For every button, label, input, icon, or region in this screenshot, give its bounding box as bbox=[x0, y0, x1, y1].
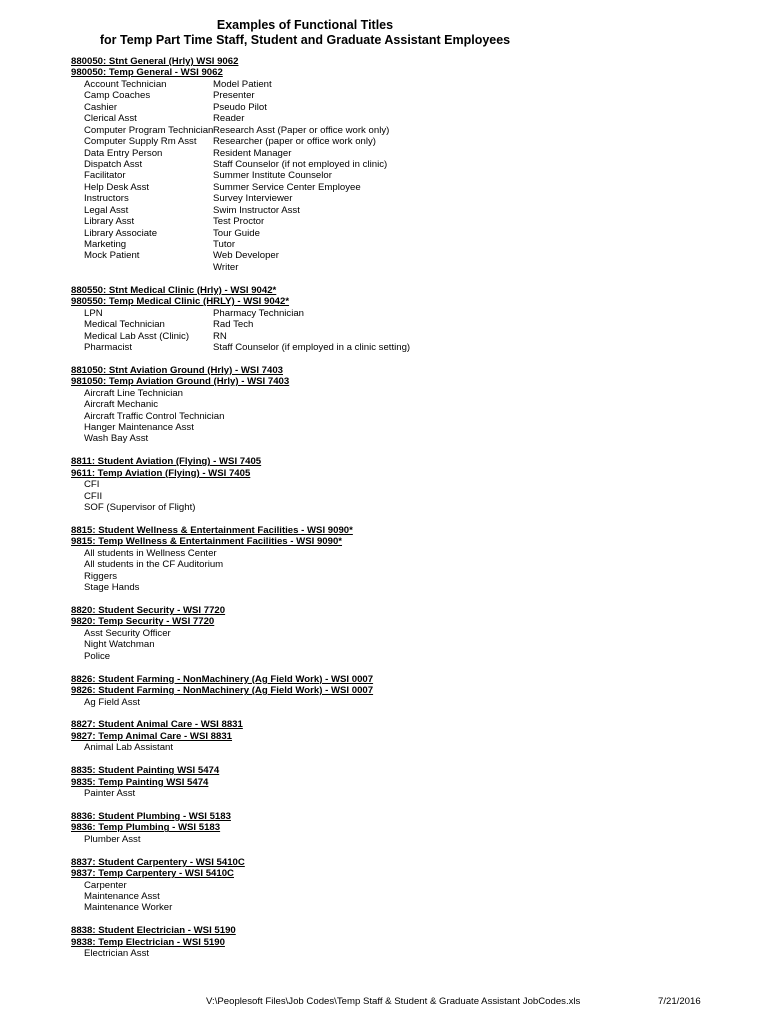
job-code-header: 8838: Student Electrician - WSI 5190 bbox=[71, 925, 236, 937]
job-code-header: 8811: Student Aviation (Flying) - WSI 7405 bbox=[71, 456, 262, 468]
job-code-section bbox=[71, 811, 711, 845]
functional-title: RN bbox=[213, 330, 227, 342]
job-code-header: 9611: Temp Aviation (Flying) - WSI 7405 bbox=[71, 467, 251, 479]
job-code-section bbox=[71, 525, 711, 594]
functional-title: Police bbox=[84, 650, 111, 662]
title-list bbox=[71, 697, 711, 708]
job-code-header: 9838: Temp Electrician - WSI 5190 bbox=[71, 936, 225, 948]
functional-title: Resident Manager bbox=[213, 147, 292, 159]
functional-title: Computer Supply Rm Asst bbox=[84, 136, 197, 148]
title-list bbox=[71, 880, 711, 914]
title-list bbox=[71, 628, 711, 662]
title-list bbox=[71, 948, 711, 959]
job-code-header: 8815: Student Wellness & Entertainment Facilities - WSI 9090* bbox=[71, 524, 353, 536]
page-title: Examples of Functional Titles bbox=[216, 18, 394, 32]
job-code-header: 8826: Student Farming - NonMachinery (Ag Field Work) - WSI 0007 bbox=[71, 673, 374, 685]
functional-title: Electrician Asst bbox=[84, 948, 150, 960]
functional-title: Reader bbox=[213, 113, 245, 125]
job-code-header: 8827: Student Animal Care - WSI 8831 bbox=[71, 719, 243, 731]
job-code-section bbox=[71, 456, 711, 513]
functional-title: Wash Bay Asst bbox=[84, 433, 149, 445]
functional-title: Medical Technician bbox=[84, 319, 165, 331]
functional-title: Research Asst (Paper or office work only) bbox=[213, 124, 390, 136]
title-columns bbox=[71, 79, 711, 273]
functional-title: Facilitator bbox=[84, 170, 126, 182]
job-code-header: 881050: Stnt Aviation Ground (Hrly) - WSI 7403 bbox=[71, 364, 283, 376]
functional-title: Clerical Asst bbox=[84, 113, 137, 125]
job-code-header: 9827: Temp Animal Care - WSI 8831 bbox=[71, 730, 233, 742]
functional-title: Staff Counselor (if not employed in clinic) bbox=[213, 158, 388, 170]
functional-title: Stage Hands bbox=[84, 582, 140, 594]
job-code-header: 980550: Temp Medical Clinic (HRLY) - WSI 9042* bbox=[71, 296, 290, 308]
title-column bbox=[84, 79, 213, 273]
functional-title: Survey Interviewer bbox=[213, 193, 293, 205]
page-subtitle: for Temp Part Time Staff, Student and Graduate Assistant Employees bbox=[99, 33, 511, 47]
functional-title: Dispatch Asst bbox=[84, 158, 143, 170]
job-code-header: 9835: Temp Painting WSI 5474 bbox=[71, 776, 209, 788]
functional-title: Computer Program Technician bbox=[84, 124, 214, 136]
functional-title: Plumber Asst bbox=[84, 833, 141, 845]
job-code-section bbox=[71, 857, 711, 914]
job-code-section bbox=[71, 365, 711, 445]
functional-title: Rad Tech bbox=[213, 319, 254, 331]
functional-title: CFI bbox=[84, 479, 100, 491]
title-column bbox=[213, 308, 513, 354]
functional-title: Night Watchman bbox=[84, 639, 155, 651]
functional-title: Data Entry Person bbox=[84, 147, 163, 159]
functional-title: Summer Service Center Employee bbox=[213, 181, 361, 193]
functional-title: Library Asst bbox=[84, 216, 135, 228]
functional-title: Pharmacy Technician bbox=[213, 307, 305, 319]
job-code-sections bbox=[71, 56, 711, 971]
functional-title: Model Patient bbox=[213, 78, 272, 90]
job-code-section bbox=[71, 285, 711, 354]
title-list bbox=[71, 742, 711, 753]
functional-title: Summer Institute Counselor bbox=[213, 170, 332, 182]
functional-title: Tutor bbox=[213, 239, 236, 250]
functional-title: Test Proctor bbox=[213, 216, 265, 228]
job-code-section bbox=[71, 674, 711, 708]
job-code-header: 980050: Temp General - WSI 9062 bbox=[71, 67, 223, 79]
title-list bbox=[71, 788, 711, 799]
job-code-header: 8820: Student Security - WSI 7720 bbox=[71, 605, 226, 616]
title-list bbox=[71, 479, 711, 513]
job-code-header: 880550: Stnt Medical Clinic (Hrly) - WSI 9042* bbox=[71, 284, 277, 296]
job-code-header: 8835: Student Painting WSI 5474 bbox=[71, 765, 220, 777]
functional-title: SOF (Supervisor of Flight) bbox=[84, 502, 196, 514]
job-code-header: 880050: Stnt General (Hrly) WSI 9062 bbox=[71, 56, 239, 67]
functional-title: Maintenance Worker bbox=[84, 902, 173, 914]
functional-title: Aircraft Traffic Control Technician bbox=[84, 410, 225, 422]
functional-title: Riggers bbox=[84, 570, 118, 582]
functional-title: Aircraft Line Technician bbox=[84, 387, 184, 399]
job-code-header: 9820: Temp Security - WSI 7720 bbox=[71, 616, 215, 628]
job-code-header: 9815: Temp Wellness & Entertainment Facilities - WSI 9090* bbox=[71, 536, 343, 548]
job-code-header: 9826: Student Farming - NonMachinery (Ag Field Work) - WSI 0007 bbox=[71, 685, 374, 697]
job-code-section bbox=[71, 605, 711, 662]
functional-title: Ag Field Asst bbox=[84, 696, 140, 708]
functional-title: Maintenance Asst bbox=[84, 890, 160, 902]
title-column bbox=[84, 308, 213, 354]
functional-title: Presenter bbox=[213, 90, 255, 102]
title-column bbox=[213, 79, 513, 273]
functional-title: Carpenter bbox=[84, 879, 127, 891]
functional-title: Staff Counselor (if employed in a clinic setting) bbox=[213, 341, 411, 353]
functional-title: Web Developer bbox=[213, 250, 279, 262]
functional-title: Mock Patient bbox=[84, 250, 140, 262]
functional-title: CFII bbox=[84, 490, 103, 502]
functional-title: Medical Lab Asst (Clinic) bbox=[84, 330, 190, 342]
job-code-header: 8836: Student Plumbing - WSI 5183 bbox=[71, 810, 231, 822]
job-code-section bbox=[71, 719, 711, 753]
functional-title: Hanger Maintenance Asst bbox=[84, 422, 194, 433]
footer-file-path: V:\Peoplesoft Files\Job Codes\Temp Staff & Student & Graduate Assistant JobCodes.xls bbox=[206, 996, 581, 1007]
functional-title: Legal Asst bbox=[84, 204, 129, 216]
title-list bbox=[71, 548, 711, 594]
functional-title: LPN bbox=[84, 307, 103, 319]
functional-title: Painter Asst bbox=[84, 788, 136, 799]
functional-title: Instructors bbox=[84, 193, 129, 205]
footer-date: 7/21/2016 bbox=[658, 996, 701, 1007]
functional-title: All students in Wellness Center bbox=[84, 547, 217, 559]
functional-title: All students in the CF Auditorium bbox=[84, 559, 224, 571]
functional-title: Asst Security Officer bbox=[84, 627, 171, 639]
title-list bbox=[71, 388, 711, 445]
functional-title: Aircraft Mechanic bbox=[84, 399, 159, 411]
job-code-header: 981050: Temp Aviation Ground (Hrly) - WSI 7403 bbox=[71, 376, 290, 388]
job-code-section bbox=[71, 765, 711, 799]
functional-title: Pharmacist bbox=[84, 341, 132, 353]
functional-title: Animal Lab Assistant bbox=[84, 742, 174, 754]
functional-title: Pseudo Pilot bbox=[213, 101, 267, 113]
functional-title: Library Associate bbox=[84, 227, 158, 239]
functional-title: Account Technician bbox=[84, 78, 167, 90]
functional-title: Marketing bbox=[84, 239, 127, 250]
job-code-header: 9837: Temp Carpentery - WSI 5410C bbox=[71, 868, 234, 880]
functional-title: Help Desk Asst bbox=[84, 181, 150, 193]
job-code-header: 8837: Student Carpentery - WSI 5410C bbox=[71, 856, 245, 868]
functional-title: Writer bbox=[213, 261, 239, 273]
functional-title: Swim Instructor Asst bbox=[213, 204, 300, 216]
job-code-header: 9836: Temp Plumbing - WSI 5183 bbox=[71, 822, 221, 834]
functional-title: Camp Coaches bbox=[84, 90, 151, 102]
functional-title: Cashier bbox=[84, 101, 118, 113]
functional-title: Tour Guide bbox=[213, 227, 260, 239]
job-code-section bbox=[71, 925, 711, 959]
title-list bbox=[71, 834, 711, 845]
functional-title: Researcher (paper or office work only) bbox=[213, 136, 376, 148]
title-columns bbox=[71, 308, 711, 354]
job-code-section bbox=[71, 56, 711, 273]
